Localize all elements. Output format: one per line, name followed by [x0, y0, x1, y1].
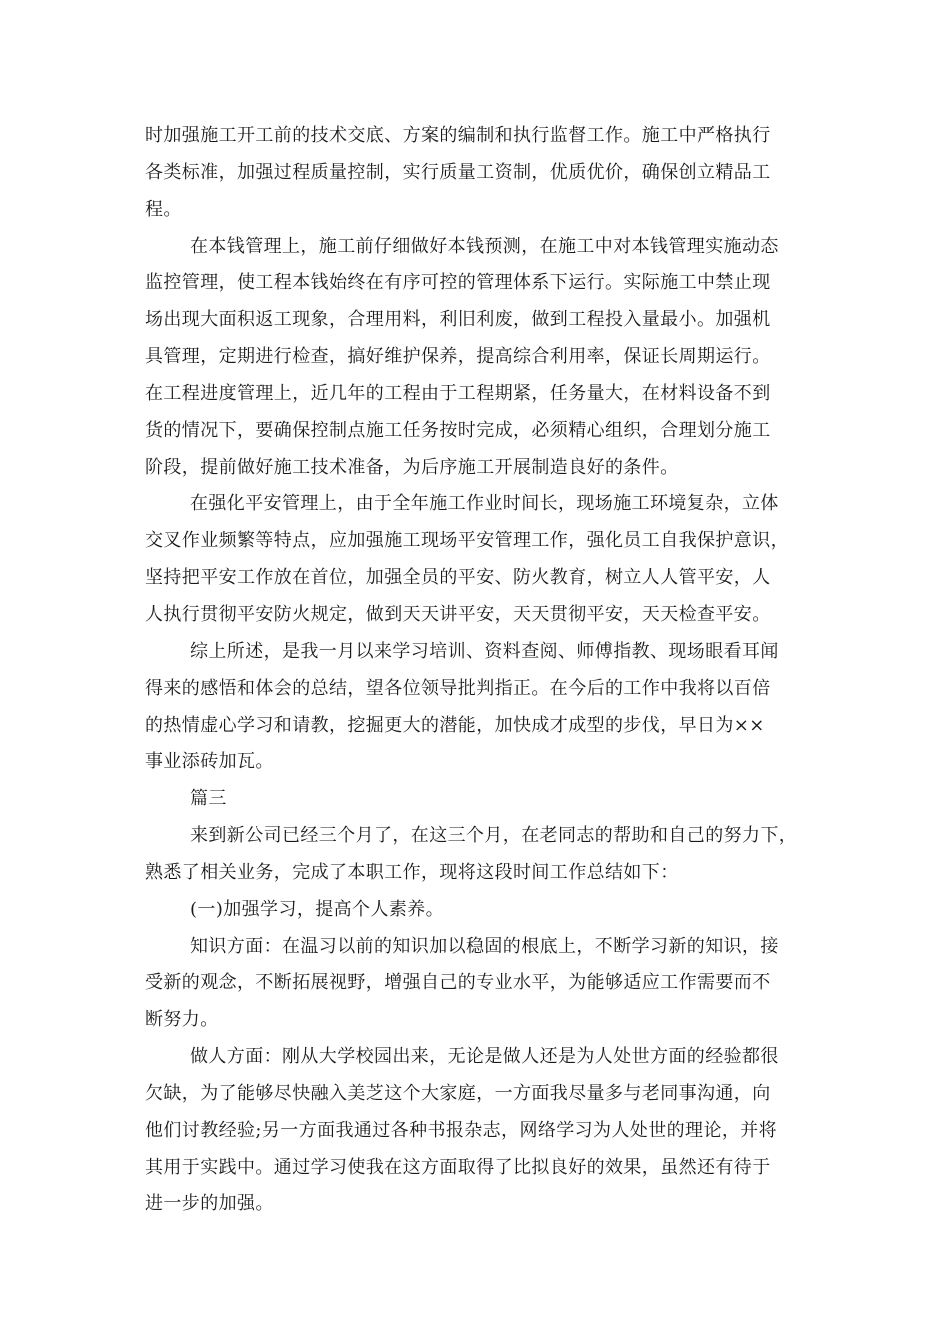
- text-line: 欠缺，为了能够尽快融入美芝这个大家庭，一方面我尽量多与老同事沟通，向: [145, 1082, 771, 1104]
- text-line: 知识方面：在温习以前的知识加以稳固的根底上，不断学习新的知识，接: [190, 935, 779, 957]
- document-body: [145, 118, 815, 1223]
- text-line: 综上所述，是我一月以来学习培训、资料查阅、师傅指教、现场眼看耳闻: [190, 640, 779, 662]
- text-line: (一)加强学习，提高个人素养。: [190, 898, 445, 920]
- text-line: 进一步的加强。: [145, 1193, 274, 1215]
- text-line: 场出现大面积返工现象，合理用料，利旧利废，做到工程投入量最小。加强机: [145, 309, 771, 331]
- text-line: 各类标准，加强过程质量控制，实行质量工资制，优质优价，确保创立精品工: [145, 161, 771, 183]
- text-line: 程。: [145, 198, 182, 220]
- text-line: 在本钱管理上，施工前仔细做好本钱预测，在施工中对本钱管理实施动态: [190, 235, 779, 257]
- text-line: 来到新公司已经三个月了，在这三个月，在老同志的帮助和自己的努力下，: [190, 825, 798, 847]
- text-line: 做人方面：刚从大学校园出来，无论是做人还是为人处世方面的经验都很: [190, 1046, 779, 1068]
- text-line: 他们讨教经验;另一方面我通过各种书报杂志，网络学习为人处世的理论，并将: [145, 1119, 778, 1141]
- text-line: 得来的感悟和体会的总结，望各位领导批判指正。在今后的工作中我将以百倍: [145, 677, 771, 699]
- text-line: 篇三: [190, 788, 227, 810]
- text-line: 交叉作业频繁等特点，应加强施工现场平安管理工作，强化员工自我保护意识，: [145, 530, 789, 552]
- text-line: 的热情虚心学习和请教，挖掘更大的潜能，加快成才成型的步伐，早日为××: [145, 714, 765, 736]
- text-line: 人执行贯彻平安防火规定，做到天天讲平安，天天贯彻平安，天天检查平安。: [145, 603, 771, 625]
- text-line: 货的情况下，要确保控制点施工任务按时完成，必须精心组织，合理划分施工: [145, 419, 771, 441]
- text-line: 监控管理，使工程本钱始终在有序可控的管理体系下运行。实际施工中禁止现: [145, 272, 771, 294]
- text-line: 时加强施工开工前的技术交底、方案的编制和执行监督工作。施工中严格执行: [145, 125, 771, 146]
- text-line: 具管理，定期进行检查，搞好维护保养，提高综合利用率，保证长周期运行。: [145, 346, 771, 368]
- text-line: 在工程进度管理上，近几年的工程由于工程期紧，任务量大，在材料设备不到: [145, 382, 771, 404]
- text-line: 阶段，提前做好施工技术准备，为后序施工开展制造良好的条件。: [145, 456, 679, 478]
- text-line: 事业添砖加瓦。: [145, 751, 274, 773]
- text-line: 受新的观念，不断拓展视野，增强自己的专业水平，为能够适应工作需要而不: [145, 972, 771, 994]
- text-line: 熟悉了相关业务，完成了本职工作，现将这段时间工作总结如下：: [145, 861, 679, 883]
- text-line: 其用于实践中。通过学习使我在这方面取得了比拟良好的效果，虽然还有待于: [145, 1156, 771, 1178]
- text-line: 断努力。: [145, 1009, 219, 1031]
- text-line: 在强化平安管理上，由于全年施工作业时间长，现场施工环境复杂，立体: [190, 493, 779, 515]
- text-line: 坚持把平安工作放在首位，加强全员的平安、防火教育，树立人人管平安，人: [145, 567, 771, 589]
